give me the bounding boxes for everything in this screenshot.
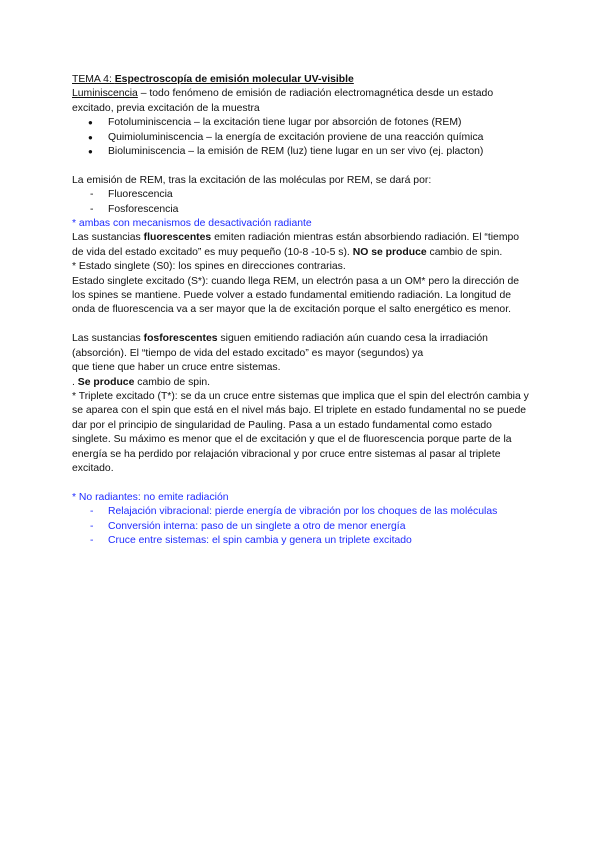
spacer: [72, 159, 532, 173]
spin-change-line: [72, 376, 532, 390]
document-page: [72, 73, 532, 548]
text-span: Las sustancias: [72, 333, 144, 345]
list-item: - Conversión interna: paso de un singlete a otro de menor energía: [72, 520, 532, 534]
emision-intro: La emisión de REM, tras la excitación de las moléculas por REM, se dará por:: [72, 174, 432, 186]
text-span: siguen emitiendo radiación aún cuando cesa la irradiación (absorción). El “tiempo de vida del estado excitado” es mayor (segundos) ya: [72, 333, 488, 359]
list-item: - Fluorescencia: [72, 188, 532, 202]
spacer: [72, 476, 532, 490]
triplete-paragraph: * Triplete excitado (T*): se da un cruce entre sistemas que implica que el spin del electrón cambia y se aparea con el spin que está en el nivel más bajo. El triplete en estado fundamental no se puede dar por el principio de singularidad de Pauling. Pasa a un estado fundamental como estado singlete. Su máximo es menor que el de excitación y que el de fluorescencia porque parte de la energía se ha perdido por relajación vibracional y por cruce entre sistemas al pasar al triplete excitado.: [72, 390, 529, 474]
no-radiantes-list: [72, 505, 532, 548]
emision-list: [72, 188, 532, 217]
no-radiantes-title: * No radiantes: no emite radiación: [72, 491, 229, 503]
list-item: - Cruce entre sistemas: el spin cambia y genera un triplete excitado: [72, 534, 532, 548]
text-span: .: [72, 376, 78, 388]
list-item: ● Fotoluminiscencia – la excitación tiene lugar por absorción de fotones (REM): [72, 116, 532, 130]
bold-term: Se produce: [77, 376, 135, 388]
fosforescentes-paragraph: [72, 332, 532, 361]
document-title: [72, 73, 532, 87]
luminiscencia-types-list: [72, 116, 532, 159]
luminiscencia-definition: [72, 87, 532, 116]
spacer: [72, 318, 532, 332]
luminiscencia-term: Luminiscencia: [72, 88, 138, 100]
bold-term: NO se produce: [352, 246, 427, 258]
list-item: - Relajación vibracional: pierde energía de vibración por los choques de las moléculas: [72, 505, 532, 519]
fluorescentes-paragraph: [72, 231, 532, 260]
text-span: Las sustancias: [72, 232, 144, 244]
fosforescentes-continuation: que tiene que haber un cruce entre sistemas.: [72, 362, 281, 374]
singlete-paragraph: * Estado singlete (S0): los spines en direcciones contrarias.: [72, 261, 346, 273]
text-span: cambio de spin.: [426, 246, 503, 258]
bold-term: fosforescentes: [143, 333, 218, 345]
emision-note: * ambas con mecanismos de desactivación radiante: [72, 218, 312, 230]
luminiscencia-text: – todo fenómeno de emisión de radiación electromagnética desde un estado excitado, previa excitación de la muestra: [72, 88, 494, 114]
text-span: emiten radiación mientras están absorbiendo radiación. El “tiempo de vida del estado excitado” es muy pequeño (10-8 -10-5 s).: [72, 232, 520, 258]
singlete-excitado-paragraph: Estado singlete excitado (S*): cuando llega REM, un electrón pasa a un OM* pero la dirección de los spines se mantiene. Puede volver a estado fundamental emitiendo radiación. La longitud de onda de fluorescencia va a ser mayor que la de excitación porque el salto energético es menor.: [72, 275, 520, 316]
text-span: cambio de spin.: [134, 376, 211, 388]
list-item: ● Bioluminiscencia – la emisión de REM (luz) tiene lugar en un ser vivo (ej. placton): [72, 145, 532, 159]
list-item: - Fosforescencia: [72, 203, 532, 217]
list-item: ● Quimioluminiscencia – la energía de excitación proviene de una reacción química: [72, 131, 532, 145]
title-prefix: TEMA 4:: [72, 74, 115, 85]
bold-term: fluorescentes: [143, 232, 212, 244]
title-text: Espectroscopía de emisión molecular UV-visible: [114, 74, 354, 85]
